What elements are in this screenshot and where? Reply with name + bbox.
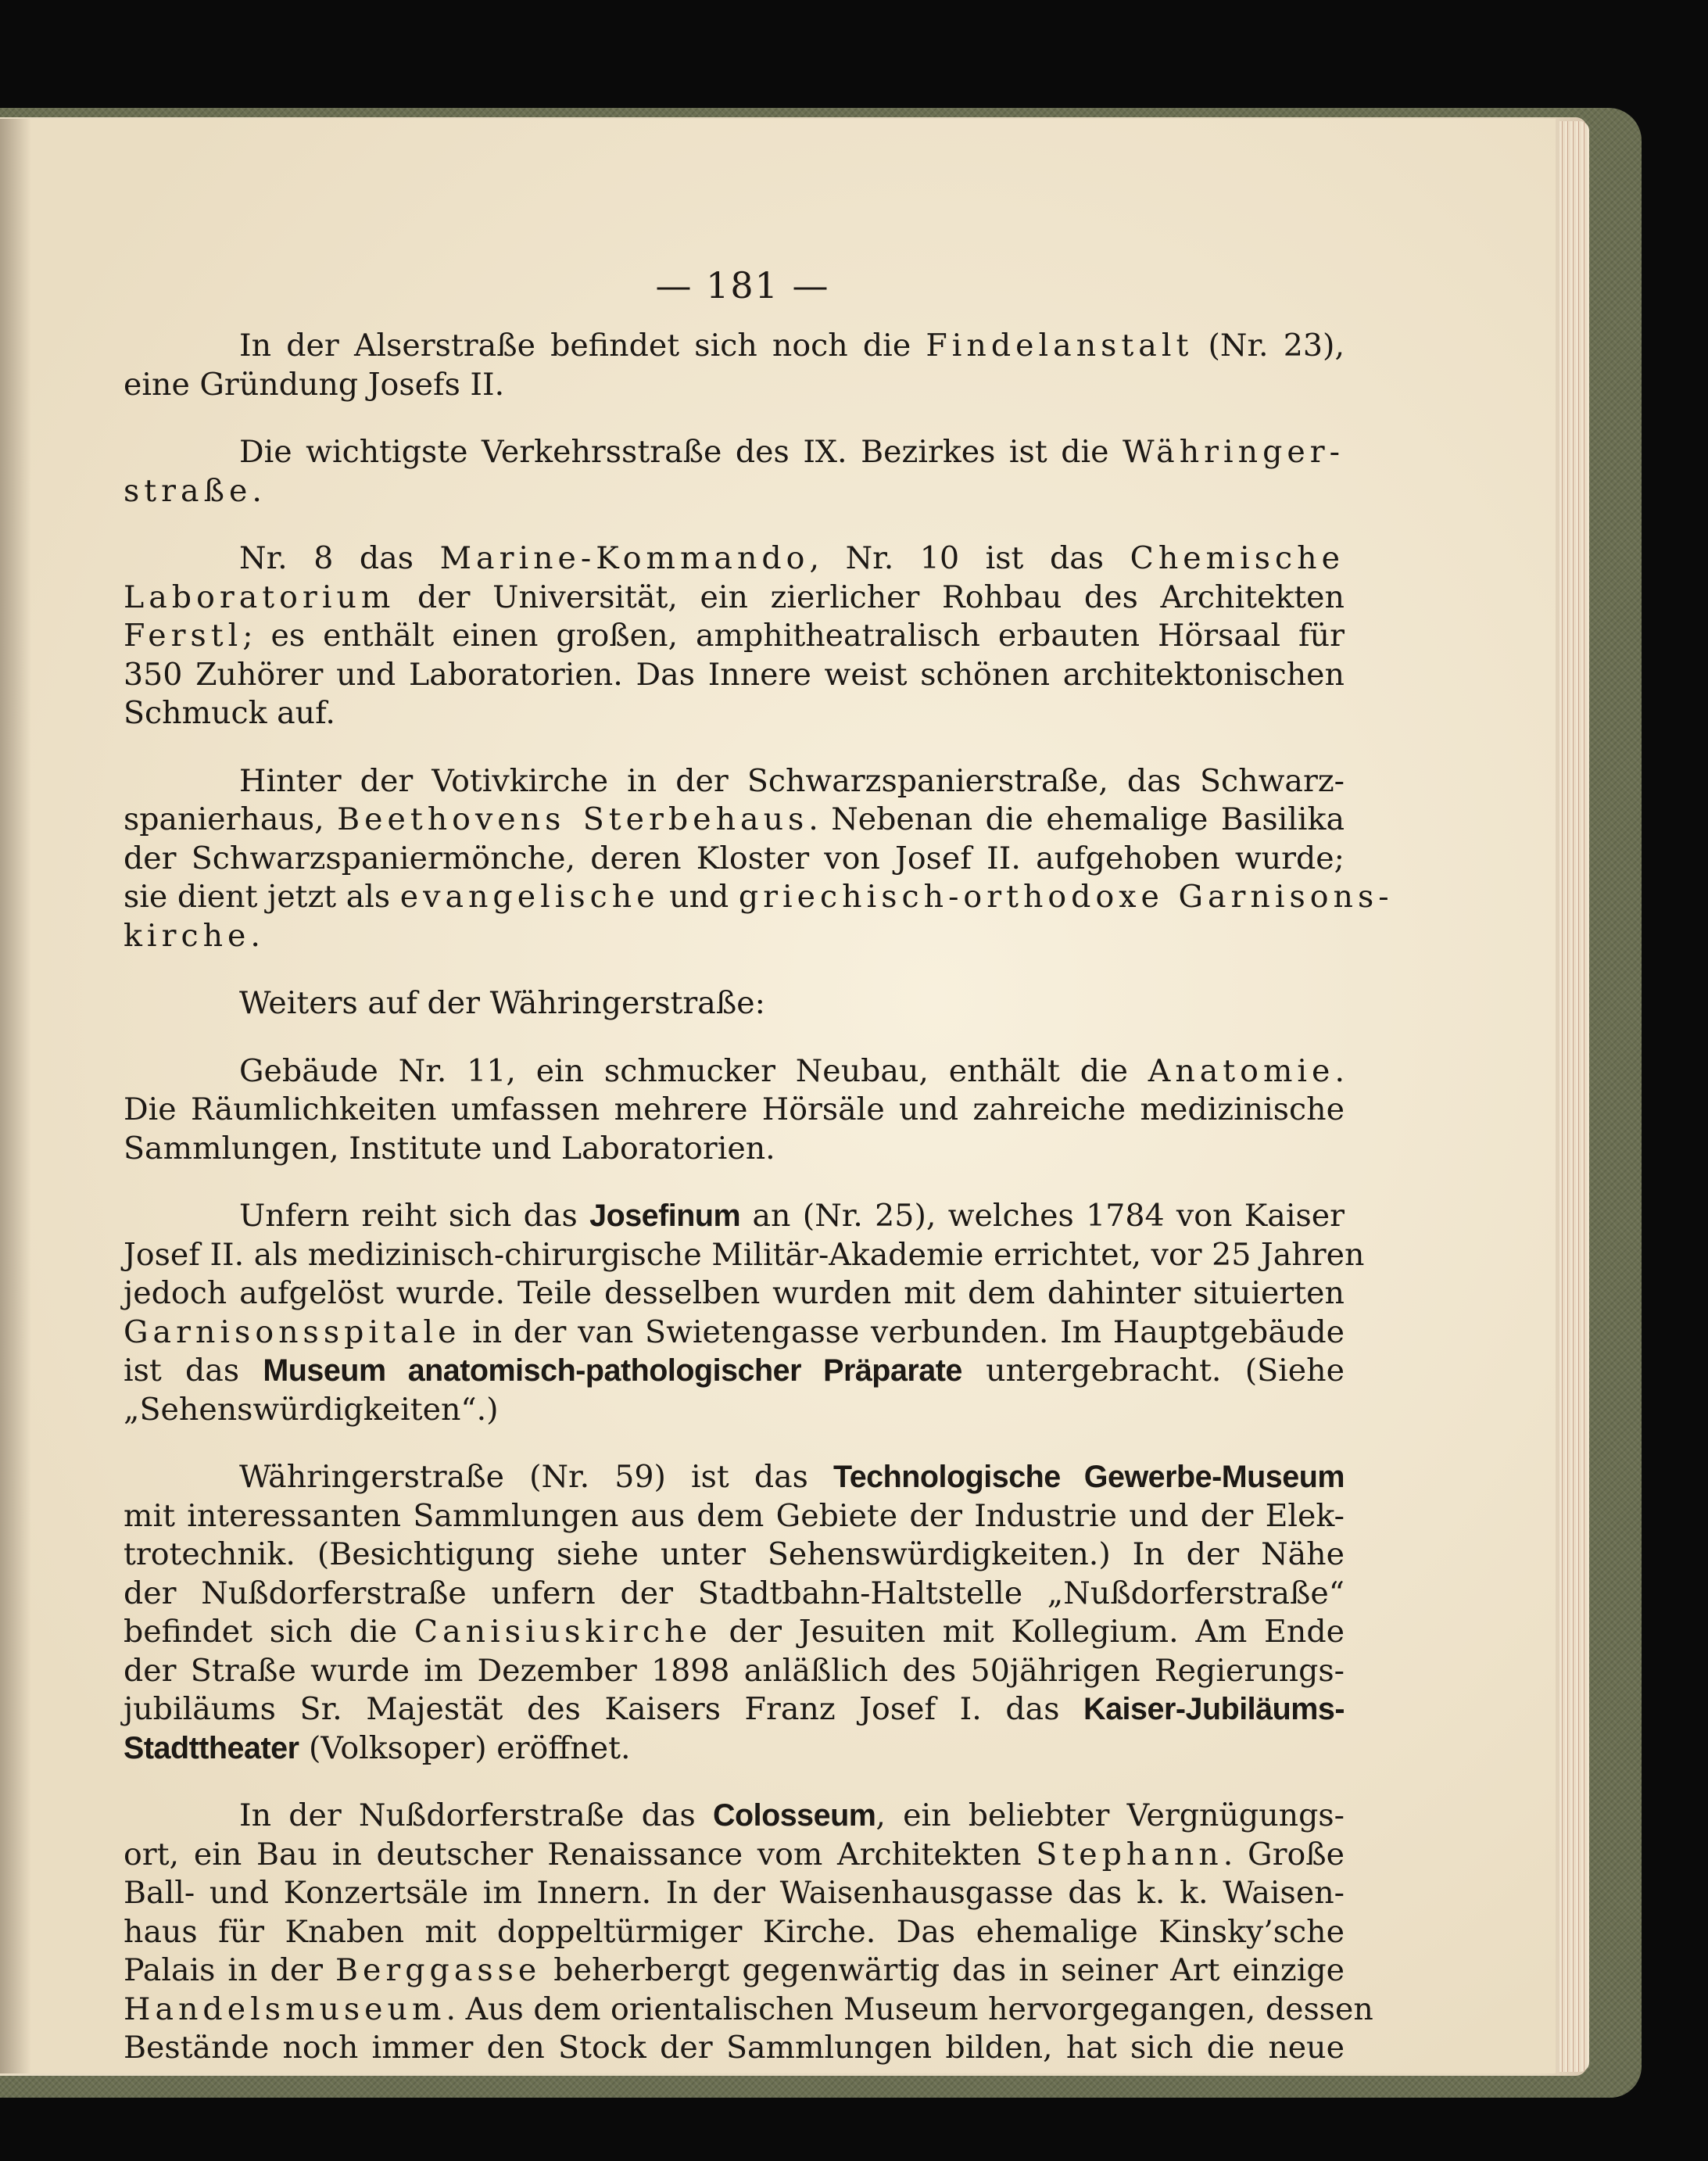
paragraph <box>124 1797 1373 2068</box>
spaced-emphasis: Findelanstalt <box>926 328 1194 364</box>
paragraph-gap <box>124 955 1345 984</box>
spaced-emphasis: Ferstl <box>124 618 243 654</box>
spaced-emphasis: Marine-Kommando <box>439 540 810 576</box>
text-line <box>124 917 1345 956</box>
text-run: haus für Knaben mit doppeltürmiger Kirche. Das ehemalige Kinsky’sche <box>124 1913 1345 1950</box>
text-run: In der Alserstraße befindet sich noch die <box>239 328 926 364</box>
text-line <box>124 1797 1345 1836</box>
text-run: Die Räumlichkeiten umfassen mehrere Hörsäle und zahreiche medizinische <box>124 1091 1345 1127</box>
text-line <box>124 1836 1345 1875</box>
text-run: In der Nußdorferstraße das <box>239 1797 713 1833</box>
text-line <box>124 1874 1345 1913</box>
text-run: Bestände noch immer den Stock der Sammlungen bilden, hat sich die neue <box>124 2030 1345 2066</box>
text-line <box>124 1313 1345 1353</box>
text-line <box>124 1913 1345 1952</box>
text-run: . <box>250 917 260 954</box>
text-run: untergebracht. (Siehe <box>961 1353 1345 1389</box>
text-run: und <box>659 879 739 915</box>
paragraph <box>124 433 1345 511</box>
paragraph <box>124 984 1345 1023</box>
text-run: der Jesuiten mit Kollegium. Am Ende <box>711 1614 1345 1650</box>
page-stack-edges <box>1559 121 1589 2072</box>
text-run: der Straße wurde im Dezember 1898 anläßlich des 50jährigen Regierungs- <box>124 1652 1345 1689</box>
text-line <box>124 539 1345 579</box>
binding-gutter-shadow <box>0 119 31 2073</box>
text-run: (Nr. 23), <box>1193 328 1345 364</box>
text-line <box>124 327 1345 366</box>
spaced-emphasis: Anatomie <box>1148 1052 1335 1089</box>
text-run: , ein beliebter Vergnügungs- <box>875 1797 1345 1833</box>
paragraph <box>124 762 1394 956</box>
text-line <box>124 1497 1345 1536</box>
text-line <box>124 2029 1345 2068</box>
text-line <box>124 1274 1345 1313</box>
paragraph <box>124 1458 1345 1768</box>
spaced-emphasis: Stephann <box>1036 1836 1223 1873</box>
text-run: eine Gründung Josefs II. <box>124 366 505 403</box>
text-run: der Nußdorferstraße unfern der Stadtbahn-Haltstelle „Nußdorferstraße“ <box>124 1575 1345 1611</box>
paragraph <box>124 1052 1345 1169</box>
text-run: ; es enthält einen großen, amphitheatralisch erbauten Hörsaal für <box>242 618 1345 654</box>
paragraph <box>124 539 1345 733</box>
text-line <box>124 1458 1345 1497</box>
spaced-emphasis: Chemische <box>1130 540 1345 576</box>
text-run: 350 Zuhörer und Laboratorien. Das Innere weist schönen architektonischen <box>124 656 1345 693</box>
paragraph-gap <box>124 1023 1345 1052</box>
text-line <box>124 840 1345 879</box>
text-run: der Universität, ein zierlicher Rohbau des Architekten <box>395 579 1345 615</box>
text-line <box>124 1536 1345 1575</box>
bold-emphasis: Colosseum <box>712 1798 876 1833</box>
text-line <box>124 1951 1345 1991</box>
text-line <box>124 1391 1345 1430</box>
text-run: in der van Swietengasse verbunden. Im Hauptgebäude <box>460 1313 1345 1350</box>
text-run: spanierhaus, <box>124 801 338 837</box>
text-line <box>124 1236 1365 1275</box>
paragraph-gap <box>124 511 1345 539</box>
text-line <box>124 984 1345 1023</box>
paragraph-gap <box>124 1168 1345 1197</box>
spaced-emphasis: Währinger- <box>1122 434 1345 470</box>
text-run: beherbergt gegenwärtig das in seiner Art einzige <box>541 1952 1345 1988</box>
text-line <box>124 1690 1345 1729</box>
spaced-emphasis: Canisiuskirche <box>414 1614 712 1650</box>
paragraph-gap <box>124 1768 1345 1797</box>
text-line <box>124 878 1394 917</box>
text-line <box>124 1575 1345 1614</box>
spaced-emphasis: Handelsmuseum <box>124 1991 446 2027</box>
text-line <box>124 801 1345 840</box>
text-run: befindet sich die <box>124 1614 414 1650</box>
text-run: Hinter der Votivkirche in der Schwarzspanierstraße, das Schwarz- <box>239 762 1345 799</box>
text-run: Gebäude Nr. 11, ein schmucker Neubau, enthält die <box>239 1052 1148 1089</box>
text-run: Währingerstraße (Nr. 59) ist das <box>239 1459 834 1495</box>
bold-emphasis: Stadttheater <box>124 1730 299 1765</box>
text-line <box>124 1352 1345 1391</box>
text-line <box>124 1652 1345 1691</box>
text-line <box>124 617 1345 656</box>
text-run: sie dient jetzt als <box>124 879 400 915</box>
text-line <box>124 1052 1345 1091</box>
text-run: Weiters auf der Währingerstraße: <box>239 985 765 1021</box>
text-line <box>124 1729 1345 1769</box>
spaced-emphasis: Berggasse <box>335 1952 542 1988</box>
spaced-emphasis: straße. <box>124 472 267 509</box>
text-run: Unfern reiht sich das <box>239 1198 590 1234</box>
text-run: Ball- und Konzertsäle im Innern. In der Waisenhausgasse das k. k. Waisen- <box>124 1875 1345 1911</box>
spaced-emphasis: kirche <box>124 917 251 954</box>
spaced-emphasis: Beethovens Sterbehaus <box>337 801 809 837</box>
page-number: — 181 — <box>655 264 830 306</box>
paragraph <box>124 327 1345 404</box>
text-run: „Sehenswürdigkeiten“.) <box>124 1391 499 1428</box>
spaced-emphasis: Laboratorium <box>124 579 396 615</box>
bold-emphasis: Technologische Gewerbe-Museum <box>833 1460 1345 1494</box>
text-run: mit interessanten Sammlungen aus dem Gebiete der Industrie und der Elek- <box>124 1497 1345 1534</box>
paragraph-gap <box>124 733 1345 762</box>
text-line <box>124 1613 1345 1652</box>
text-line <box>124 366 1345 405</box>
text-run: Josef II. als medizinisch-chirurgische Militär-Akademie errichtet, vor 25 Jahren <box>124 1236 1365 1273</box>
text-line <box>124 1130 1345 1169</box>
body-text <box>124 327 1394 2068</box>
text-run: jubiläums Sr. Majestät des Kaisers Franz Josef I. das <box>124 1691 1084 1727</box>
text-run: . Aus dem orientalischen Museum hervorgegangen, dessen <box>446 1991 1373 2027</box>
spaced-emphasis: griechisch-orthodoxe Garnisons- <box>738 879 1394 915</box>
text-run: jedoch aufgelöst wurde. Teile desselben wurden mit dem dahinter situierten <box>124 1275 1345 1311</box>
paragraph <box>124 1197 1365 1429</box>
text-run: trotechnik. (Besichtigung siehe unter Sehenswürdigkeiten.) In der Nähe <box>124 1536 1345 1572</box>
text-run: Sammlungen, Institute und Laboratorien. <box>124 1130 775 1167</box>
paragraph-gap <box>124 404 1345 433</box>
text-run: , Nr. 10 ist das <box>809 540 1130 576</box>
text-run: . <box>1334 1052 1345 1089</box>
text-run: Die wichtigste Verkehrsstraße des IX. Bezirkes ist die <box>239 434 1123 470</box>
text-run: . Nebenan die ehemalige Basilika <box>808 801 1345 837</box>
text-line <box>124 1091 1345 1130</box>
text-run: (Volksoper) eröffnet. <box>299 1729 631 1766</box>
text-run: Palais in der <box>124 1952 335 1988</box>
text-line <box>124 1991 1373 2030</box>
bold-emphasis: Josefinum <box>589 1199 741 1233</box>
spaced-emphasis: Garnisonsspitale <box>124 1313 461 1350</box>
text-line <box>124 656 1345 695</box>
text-run: . Große <box>1223 1836 1345 1873</box>
text-line <box>124 1197 1345 1236</box>
text-line <box>124 472 1345 511</box>
text-run: Schmuck auf. <box>124 695 335 731</box>
text-line <box>124 433 1345 472</box>
text-run: Nr. 8 das <box>239 540 440 576</box>
text-run: ist das <box>124 1353 263 1389</box>
bold-emphasis: Museum anatomisch-pathologischer Präparate <box>263 1353 962 1388</box>
text-line <box>124 694 1345 733</box>
text-line <box>124 762 1345 801</box>
text-line <box>124 579 1345 618</box>
spaced-emphasis: evangelische <box>399 879 660 915</box>
text-run: der Schwarzspaniermönche, deren Kloster von Josef II. aufgehoben wurde; <box>124 840 1345 876</box>
text-run: ort, ein Bau in deutscher Renaissance vom Architekten <box>124 1836 1037 1873</box>
paragraph-gap <box>124 1429 1345 1458</box>
bold-emphasis: Kaiser-Jubiläums- <box>1083 1692 1345 1726</box>
text-run: an (Nr. 25), welches 1784 von Kaiser <box>740 1198 1345 1234</box>
